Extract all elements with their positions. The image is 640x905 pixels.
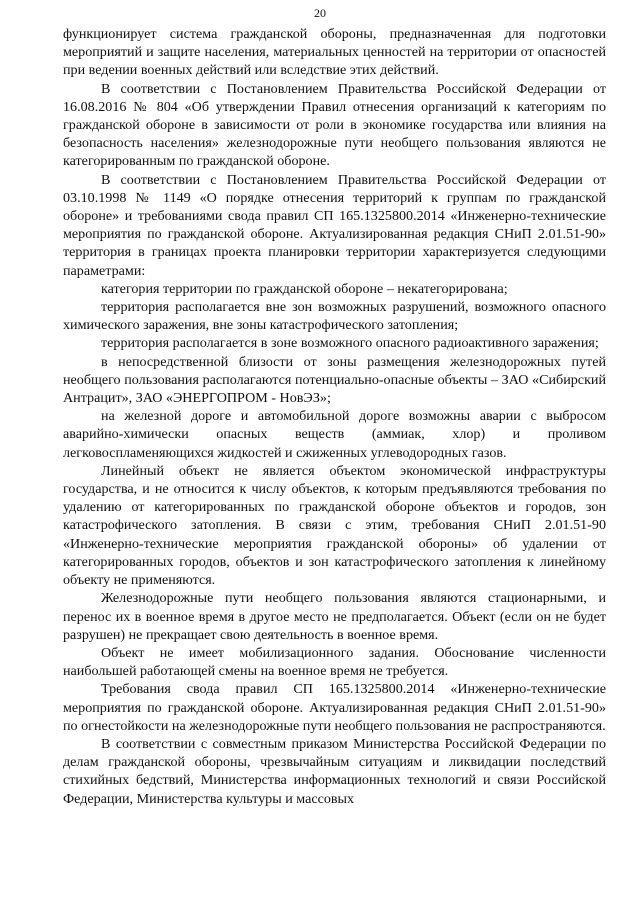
page-number: 20	[314, 6, 326, 20]
parameter-hazardous-objects: в непосредственной близости от зоны размещения железнодорожных путей необщего пользования располагаются потенциально-опасные объекты – ЗАО «Сибирский Антрацит», ЗАО «ЭНЕРГОПРОМ - НовЭЗ»;	[63, 353, 606, 407]
paragraph-decree-804: В соответствии с Постановлением Правительства Российской Федерации от 16.08.2016 № 804 «Об утверждении Правил отнесения организаций к категориям по гражданской обороне в зависимости от роли в экономике государства или влияния на безопасность населения» железнодорожные пути необщего пользования являются не категорированным по гражданской обороне.	[63, 80, 606, 170]
parameter-radioactive-zone: территория располагается в зоне возможного опасного радиоактивного заражения;	[101, 335, 599, 352]
parameter-outside-zones: территория располагается вне зон возможных разрушений, возможного опасного химического заражения, вне зоны катастрофического затопления;	[63, 299, 606, 334]
parameter-category: категория территории по гражданской обороне – некатегорирована;	[101, 280, 508, 297]
paragraph-fire-resistance: Требования свода правил СП 165.1325800.2014 «Инженерно-технические мероприятия по гражданской обороне. Актуализированная редакция СНиП 2.01.51-90» по огнестойкости на железнодорожные пути необщего пользования не распространяются.	[63, 681, 606, 734]
paragraph-mobilization: Объект не имеет мобилизационного задания. Обоснование численности наибольшей работающей смены на военное время не требуется.	[63, 644, 606, 680]
paragraph-joint-order: В соответствии с совместным приказом Министерства Российской Федерации по делам гражданской обороны, чрезвычайным ситуациям и ликвидации последствий стихийных бедствий, Министерства информационных технологий и связи Российской Федерации, Министерства культуры и массовых	[63, 735, 606, 807]
document-body	[63, 25, 606, 808]
parameter-accidents: на железной дороге и автомобильной дороге возможны аварии с выбросом аварийно-химически опасных веществ (аммиак, хлор) и проливом легковоспламеняющихся жидкостей и сжиженных углеводородных газов.	[63, 408, 606, 461]
paragraph-stationary-tracks: Железнодорожные пути необщего пользования являются стационарными, и перенос их в военное время в другое место не предполагается. Объект (если он не будет разрушен) не прекращает свою деятельность в военное время.	[63, 590, 606, 643]
paragraph-continuation: функционирует система гражданской обороны, предназначенная для подготовки мероприятий и защите населения, материальных ценностей на территории от опасностей при ведении военных действий или вследствие этих действий.	[63, 26, 606, 79]
paragraph-linear-object: Линейный объект не является объектом экономической инфраструктуры государства, и не относится к числу объектов, к которым предъявляются требования по удалению от категорированных по гражданской обороне объектов и городов, зон катастрофического затопления. В связи с этим, требования СНиП 2.01.51-90 «Инженерно-технические мероприятия гражданской обороны» об удалении от категорированных городов, объектов и зон катастрофического затопления к линейному объекту не применяются.	[63, 462, 606, 589]
paragraph-decree-1149: В соответствии с Постановлением Правительства Российской Федерации от 03.10.1998 № 1149 «О порядке отнесения территорий к группам по гражданской обороне» и требованиями свода правил СП 165.1325800.2014 «Инженерно-технические мероприятия по гражданской обороне. Актуализированная редакция СНиП 2.01.51-90» территория в границах проекта планировки территории характеризуется следующими параметрами:	[63, 171, 606, 279]
